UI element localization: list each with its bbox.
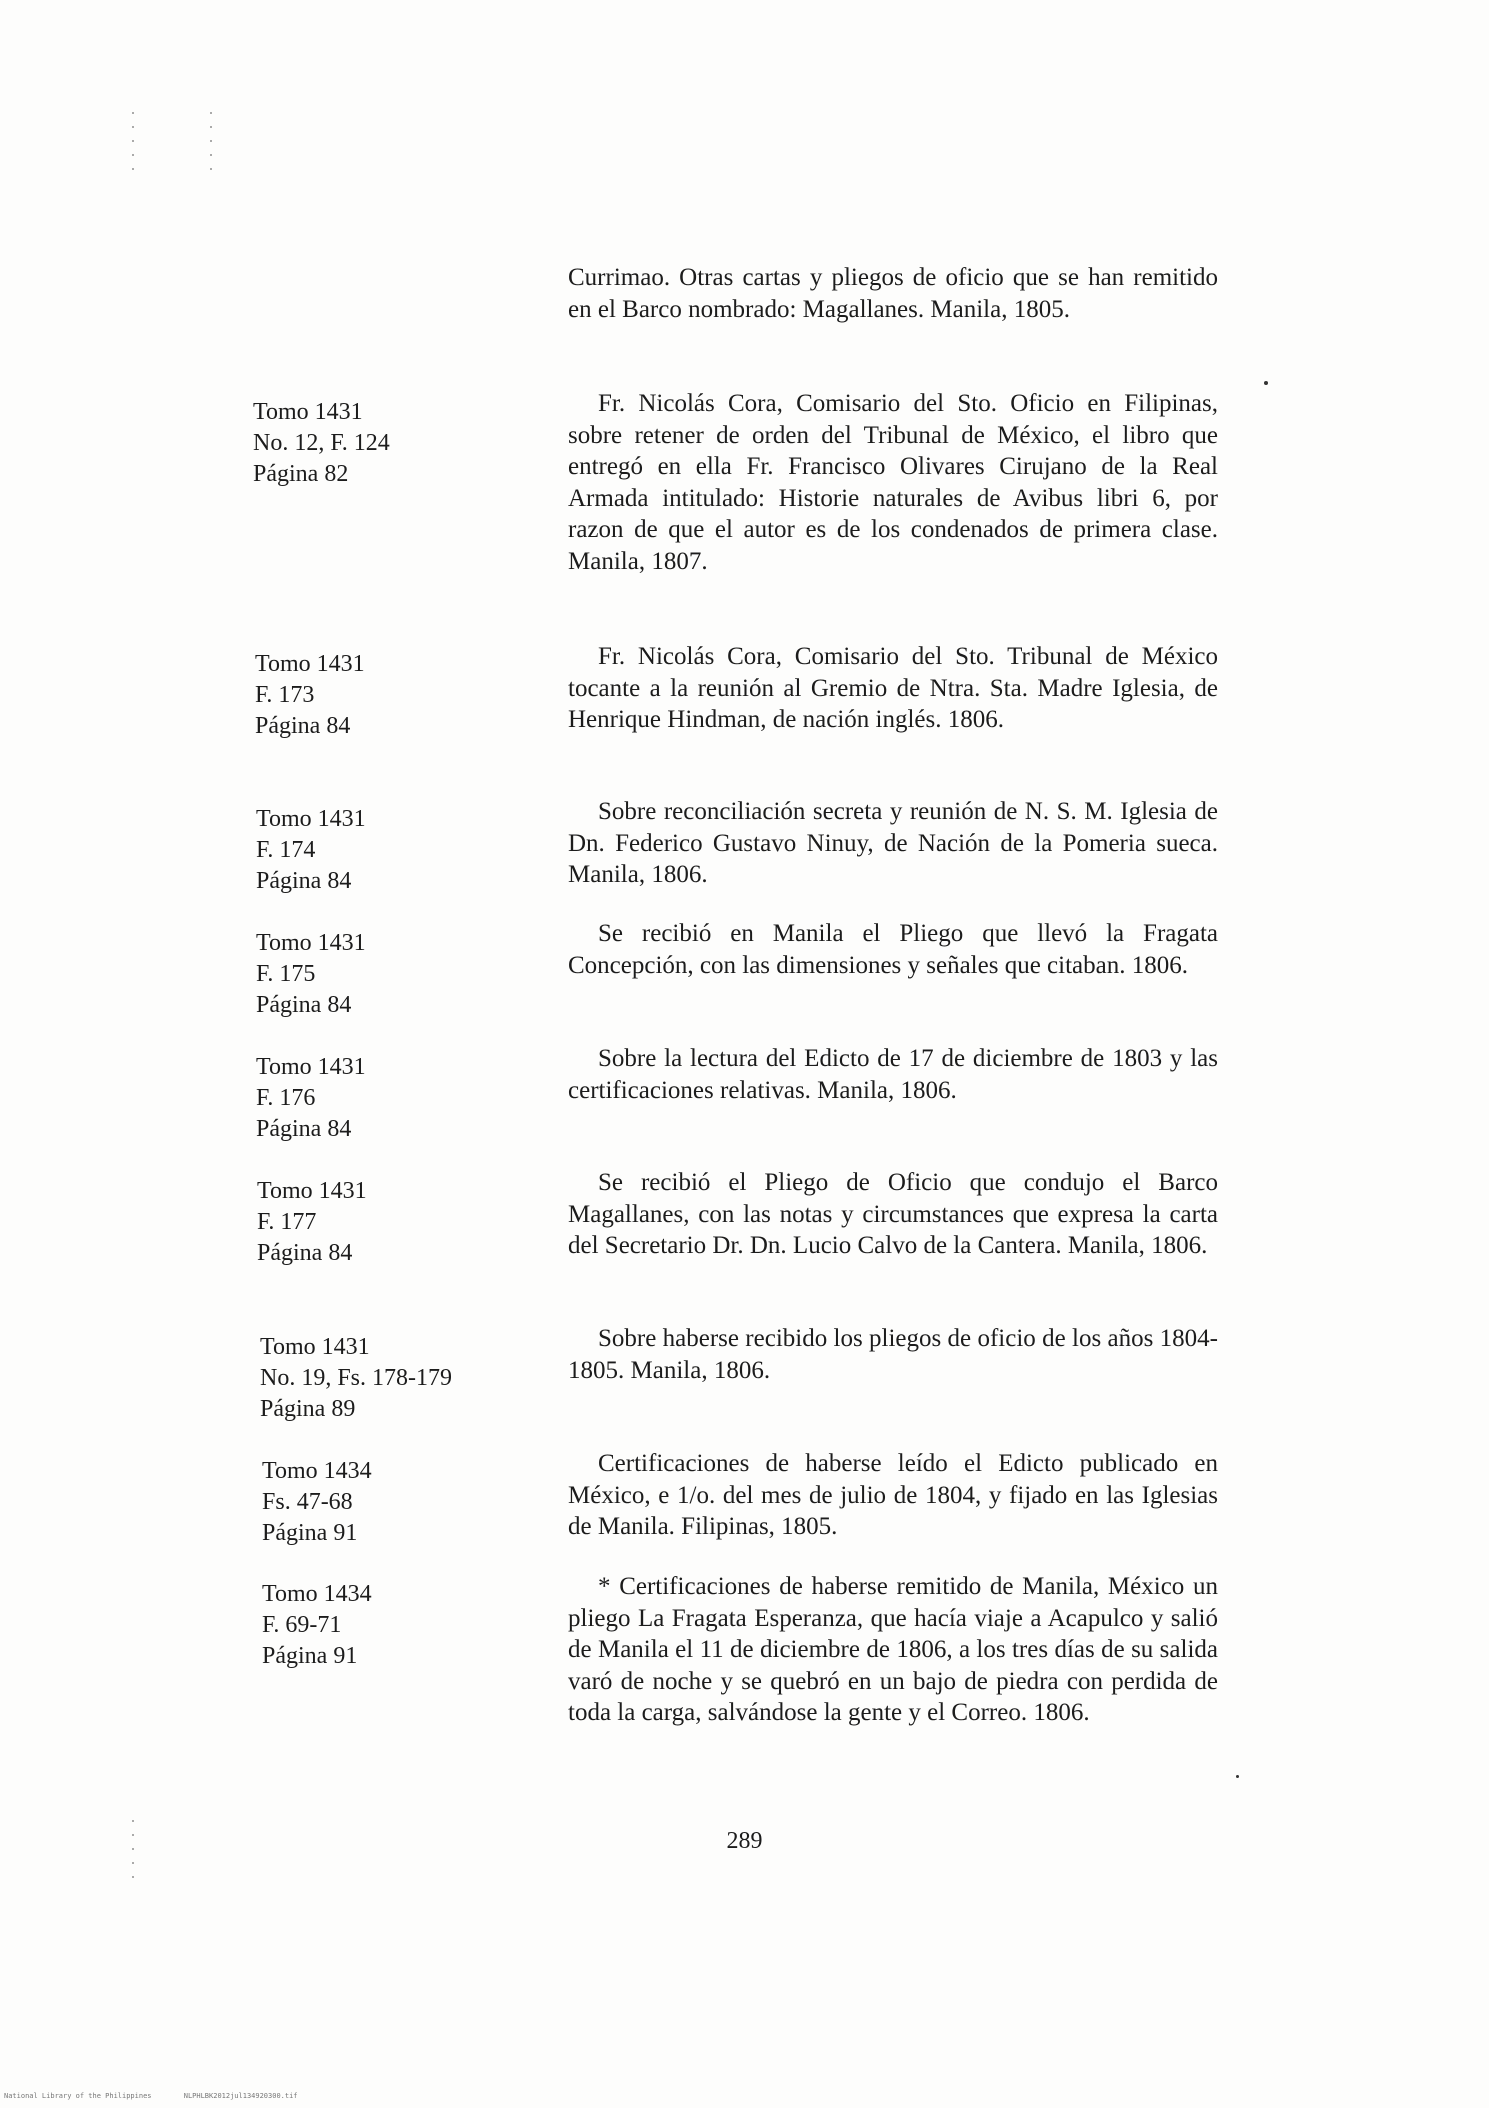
ref-page: Página 84	[256, 1116, 352, 1142]
ref-volume: Tomo 1434	[262, 1581, 372, 1607]
ref-folio: F. 173	[255, 682, 315, 708]
ref-volume: Tomo 1431	[256, 806, 366, 832]
page-number: 289	[726, 1828, 763, 1854]
ref-volume: Tomo 1434	[262, 1458, 372, 1484]
ref-volume: Tomo 1431	[256, 930, 366, 956]
entry-text: * Certificaciones de haberse remitido de Manila, México un pliego La Fragata Esperanza, que hacía viaje a Acapulco y salió de Manila el 11 de diciembre de 1806, a los tres días de su salida varó de noche y se quebró en un bajo de piedra con perdida de toda la carga, salvándose la gente y el Correo. 1806.	[568, 1573, 1218, 1726]
entry-text: Sobre reconciliación secreta y reunión de N. S. M. Iglesia de Dn. Federico Gustavo Ninuy, de Nación de la Pomeria sueca. Manila, 1806.	[568, 798, 1218, 888]
ref-folio: F. 69-71	[262, 1612, 342, 1638]
footer-library: National Library of the Philippines	[4, 2092, 152, 2100]
ref-volume: Tomo 1431	[257, 1178, 367, 1204]
scan-speck	[1236, 1775, 1239, 1778]
reference-block	[253, 397, 390, 490]
ref-volume: Tomo 1431	[256, 1054, 366, 1080]
reference-block	[256, 1052, 366, 1145]
reference-block	[256, 928, 366, 1021]
entry-text: Fr. Nicolás Cora, Comisario del Sto. Tribunal de México tocante a la reunión al Gremio de Ntra. Sta. Madre Iglesia, de Henrique Hindman, de nación inglés. 1806.	[568, 643, 1218, 733]
entry-text: Se recibió el Pliego de Oficio que condujo el Barco Magallanes, con las notas y circumstances que expresa la carta del Secretario Dr. Dn. Lucio Calvo de la Cantera. Manila, 1806.	[568, 1169, 1218, 1259]
ref-folio: F. 177	[257, 1209, 317, 1235]
ref-page: Página 84	[256, 992, 352, 1018]
ref-volume: Tomo 1431	[253, 399, 363, 425]
scan-speck	[1264, 381, 1268, 385]
footer-file: NLPHLBK2012jul134920300.tif	[183, 2092, 298, 2100]
scan-artifact	[210, 112, 212, 172]
ref-page: Página 84	[255, 713, 351, 739]
ref-page: Página 91	[262, 1643, 358, 1669]
ref-volume: Tomo 1431	[260, 1334, 370, 1360]
reference-block	[260, 1332, 452, 1425]
ref-folio: F. 176	[256, 1085, 316, 1111]
entry-text: Sobre la lectura del Edicto de 17 de diciembre de 1803 y las certificaciones relativas. Manila, 1806.	[568, 1045, 1218, 1104]
entry-text: Sobre haberse recibido los pliegos de oficio de los años 1804-1805. Manila, 1806.	[568, 1325, 1218, 1384]
ref-page: Página 82	[253, 461, 349, 487]
ref-folio: Fs. 47-68	[262, 1489, 353, 1515]
reference-block	[257, 1176, 367, 1269]
scan-footer	[4, 2092, 326, 2100]
reference-block	[255, 649, 365, 742]
ref-page: Página 84	[256, 868, 352, 894]
scan-artifact	[132, 112, 134, 182]
reference-block	[256, 804, 366, 897]
reference-block	[262, 1456, 372, 1549]
ref-page: Página 89	[260, 1396, 356, 1422]
entry-text: Certificaciones de haberse leído el Edicto publicado en México, e 1/o. del mes de julio de 1804, y fijado en las Iglesias de Manila. Filipinas, 1805.	[568, 1450, 1218, 1540]
ref-folio: No. 19, Fs. 178-179	[260, 1365, 453, 1391]
ref-folio: No. 12, F. 124	[253, 430, 390, 456]
ref-page: Página 84	[257, 1240, 353, 1266]
ref-folio: F. 174	[256, 837, 316, 863]
ref-volume: Tomo 1431	[255, 651, 365, 677]
entry-text: Se recibió en Manila el Pliego que llevó la Fragata Concepción, con las dimensiones y señales que citaban. 1806.	[568, 920, 1218, 979]
reference-block	[262, 1579, 372, 1672]
entry-text: Fr. Nicolás Cora, Comisario del Sto. Oficio en Filipinas, sobre retener de orden del Tribunal de México, el libro que entregó en ella Fr. Francisco Olivares Cirujano de la Real Armada intitulado: Historie naturales de Avibus libri 6, por razon de que el autor es de los condenados de primera clase. Manila, 1807.	[568, 390, 1218, 575]
ref-folio: F. 175	[256, 961, 316, 987]
ref-page: Página 91	[262, 1520, 358, 1546]
intro-text: Currimao. Otras cartas y pliegos de oficio que se han remitido en el Barco nombrado: Magallanes. Manila, 1805.	[568, 264, 1218, 323]
